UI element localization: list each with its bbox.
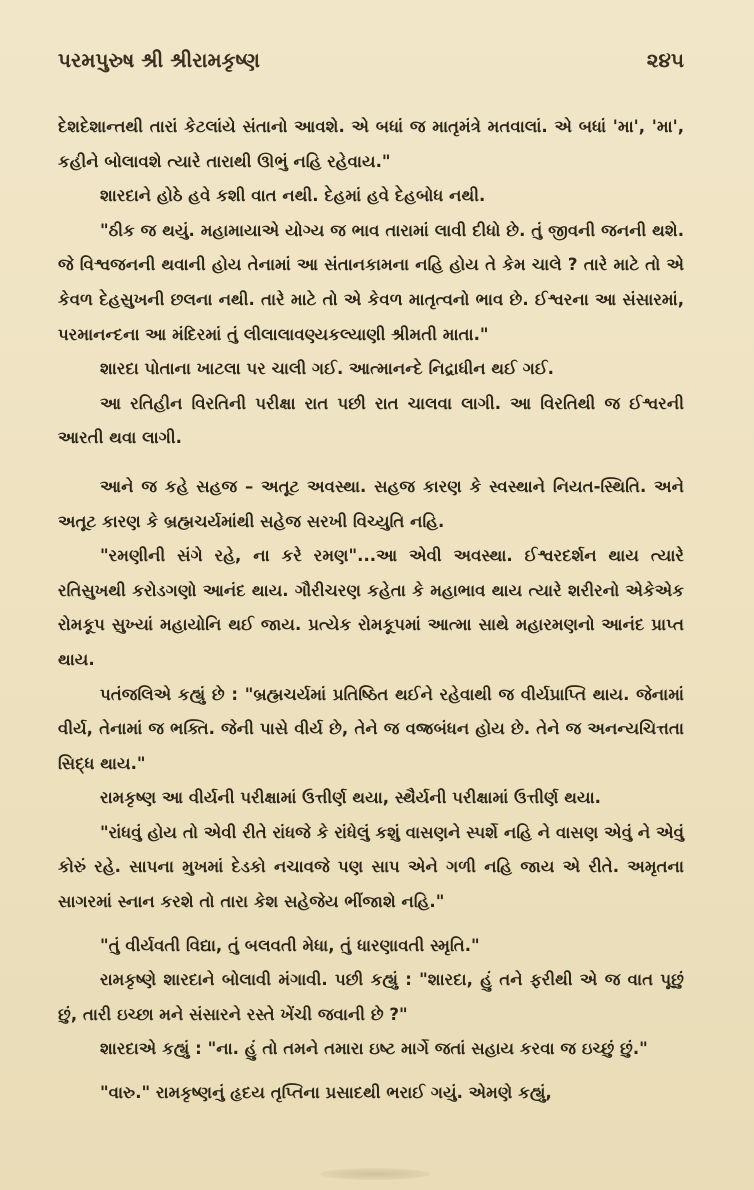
paper-smudge	[320, 1168, 430, 1180]
paragraph: આને જ કહે સહજ – અતૂટ અવસ્થા. સહજ કારણ કે સ્વસ્થાને નિયત-સ્થિતિ. અને અતૂટ કારણ કે બ્રહ્મચર્યમાંથી સહેજ સરખી વિચ્યુતિ નહિ.	[58, 476, 684, 531]
paragraph: "તું વીર્યવતી વિદ્યા, તું બલવતી મેધા, તું ધારણાવતી સ્મૃતિ."	[100, 935, 480, 955]
paragraph: રામકૃષ્ણ આ વીર્યની પરીક્ષામાં ઉત્તીર્ણ થયા, સ્થૈર્યની પરીક્ષામાં ઉત્તીર્ણ થયા.	[100, 788, 601, 808]
paragraph: "રાંધવું હોય તો એવી રીતે રાંધજે કે રાંધેલું કશું વાસણને સ્પર્શે નહિ ને વાસણ એવું ને એવું કોરું રહે. સાપના મુખમાં દેડકો નચાવજે પણ સાપ એને ગળી નહિ જાય એ રીતે. અમૃતના સાગરમાં સ્નાન કરશે તો તારા કેશ સહેજેય ભીંજાશે નહિ."	[58, 822, 684, 912]
paragraph: દેશદેશાન્તથી તારાં કેટલાંયે સંતાનો આવશે. એ બધાં જ માતૃમંત્રે મતવાલાં. એ બધાં 'મા', 'મા', કહીને બોલાવશે ત્યારે તારાથી ઊભું નહિ રહેવાય."	[58, 117, 684, 171]
body-text	[58, 110, 684, 1111]
running-title: પરમપુરુષ શ્રી શ્રીરામકૃષ્ણ	[58, 48, 260, 72]
paragraph: શારદાને હોઠે હવે કશી વાત નથી. દેહમાં હવે દેહબોધ નથી.	[100, 186, 486, 206]
paragraph: પતંજલિએ કહ્યું છે : "બ્રહ્મચર્યમાં પ્રતિષ્ઠિત થઈને રહેવાથી જ વીર્યપ્રાપ્તિ થાય. જેનામાં વીર્ય, તેનામાં જ ભક્તિ. જેની પાસે વીર્ય છે, તેને જ વજ્રબંધન હોય છે. તેને જ અનન્યચિત્તતા સિદ્ધ થાય."	[58, 684, 684, 773]
page-header	[58, 48, 684, 92]
paragraph: રામકૃષ્ણે શારદાને બોલાવી મંગાવી. પછી કહ્યું : "શારદા, હું તને ફરીથી એ જ વાત પૂછું છું, તારી ઇચ્છા મને સંસારને રસ્તે ખેંચી જવાની છે ?"	[58, 970, 684, 1024]
paragraph: "વારુ." રામકૃષ્ણનું હૃદય તૃપ્તિના પ્રસાદથી ભરાઈ ગયું. એમણે કહ્યું,	[100, 1083, 552, 1103]
paragraph: શારદાએ કહ્યું : "ના. હું તો તમને તમારા ઇષ્ટ માર્ગે જતાં સહાય કરવા જ ઇચ્છું છું."	[100, 1039, 648, 1059]
paragraph: "રમણીની સંગે રહે, ના કરે રમણ"...આ એવી અવસ્થા. ઈશ્વરદર્શન થાય ત્યારે રતિસુખથી કરોડગણો આનંદ થાય. ગૌરીચરણ કહેતા કે મહાભાવ થાય ત્યારે શરીરનો એકેએક રોમકૂપ સુખ્યાં મહાયોનિ થઈ જાય. પ્રત્યેક રોમકૂપમાં આત્મા સાથે મહારમણનો આનંદ પ્રાપ્ત થાય.	[58, 546, 684, 669]
page-number: ૨૪૫	[646, 48, 684, 72]
paragraph: "ઠીક જ થયું. મહામાયાએ યોગ્ય જ ભાવ તારામાં લાવી દીધો છે. તું જીવની જનની થશે. જે વિશ્વજનની થવાની હોય તેનામાં આ સંતાનકામના નહિ હોય તે કેમ ચાલે ? તારે માટે તો એ કેવળ દેહસુખની છલના નથી. તારે માટે તો એ કેવળ માતૃત્વનો ભાવ છે. ઈશ્વરના આ સંસારમાં, પરમાનન્દના આ મંદિરમાં તું લીલાલાવણ્યકલ્યાણી શ્રીમતી માતા."	[58, 220, 684, 344]
paragraph: શારદા પોતાના ખાટલા પર ચાલી ગઈ. આત્માનન્દે નિદ્રાધીન થઈ ગઈ.	[100, 359, 554, 379]
paragraph: આ રતિહીન વિરતિની પરીક્ષા રાત પછી રાત ચાલવા લાગી. આ વિરતિથી જ ઈશ્વરની આરતી થવા લાગી.	[58, 393, 684, 448]
